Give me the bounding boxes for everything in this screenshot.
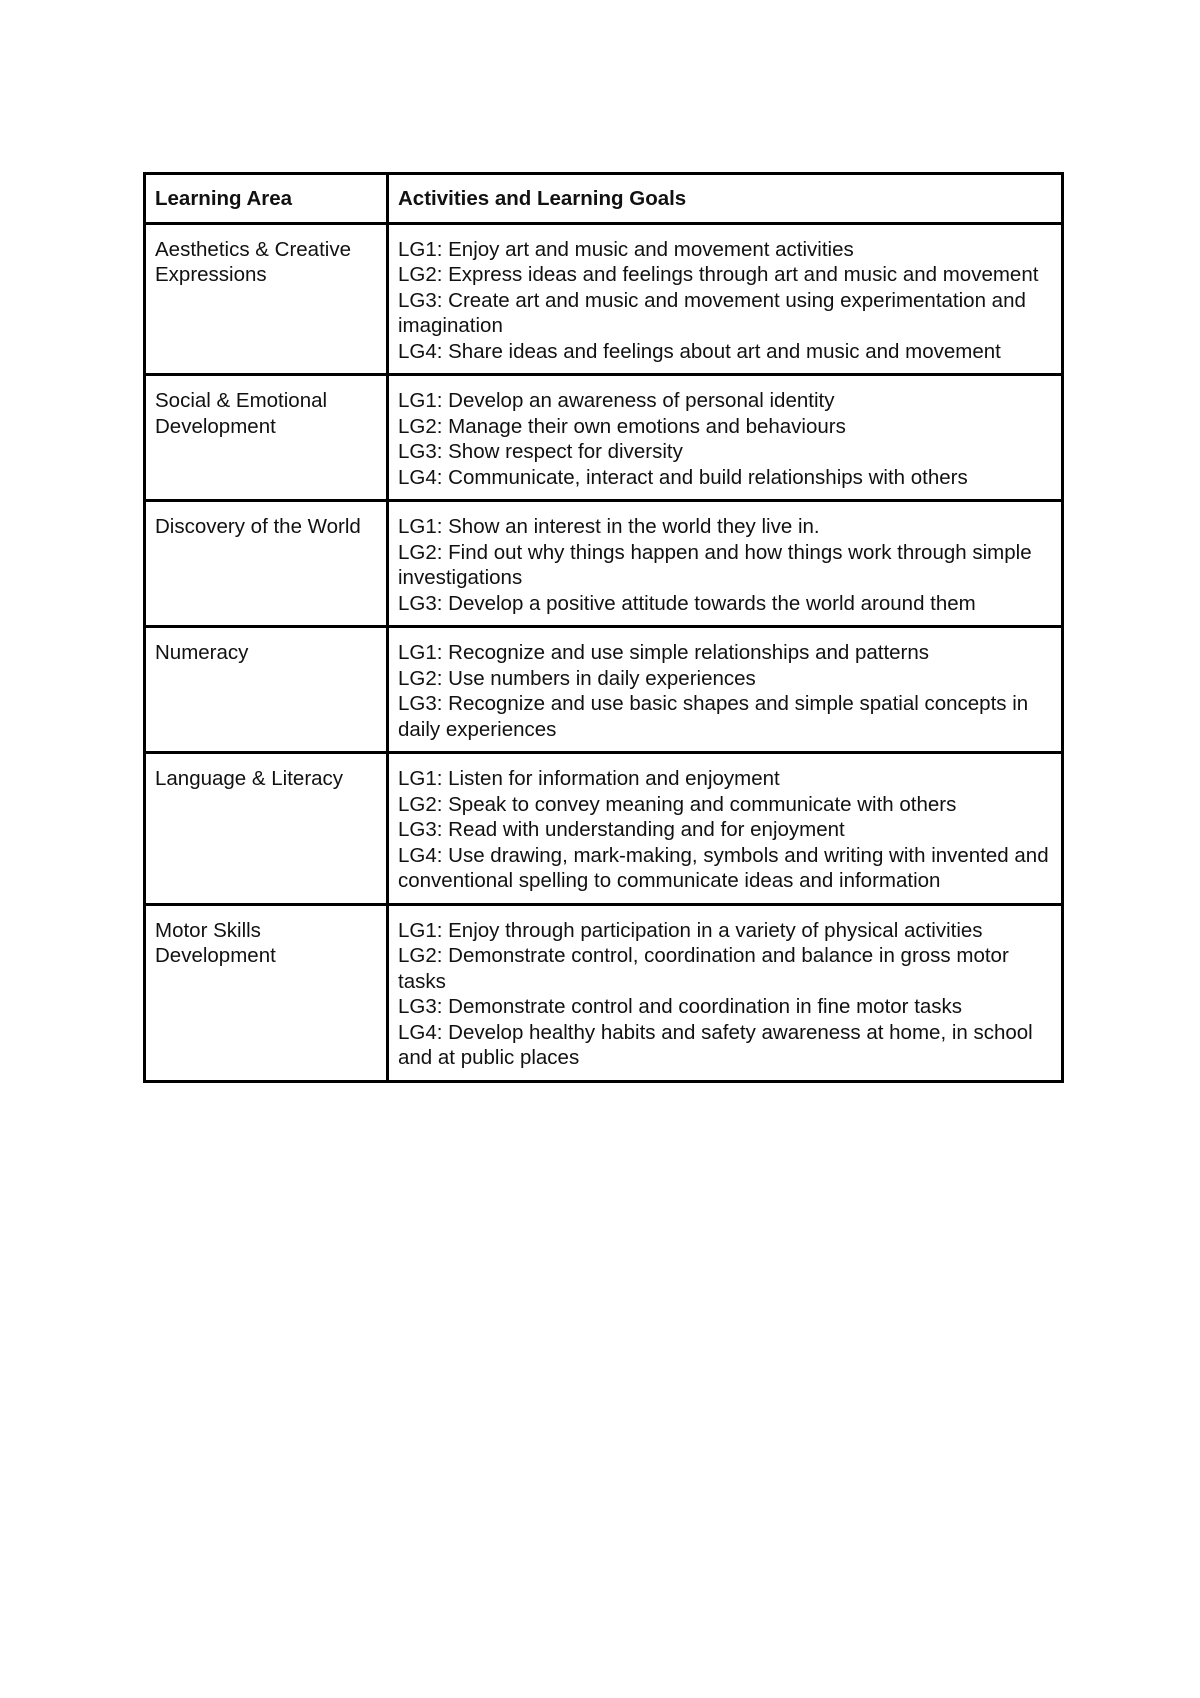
goal-item: LG1: Enjoy through participation in a variety of physical activities — [398, 918, 983, 942]
goal-item: LG3: Develop a positive attitude towards the world around them — [398, 591, 976, 615]
learning-area-cell: Social & Emotional Development — [145, 375, 388, 501]
goal-item: LG3: Demonstrate control and coordination in fine motor tasks — [398, 995, 963, 1018]
header-activities-goals: Activities and Learning Goals — [388, 174, 1063, 224]
goal-item: LG2: Express ideas and feelings through art and music and movement — [398, 263, 1039, 286]
goals-cell — [388, 375, 1063, 501]
header-learning-area: Learning Area — [145, 174, 388, 224]
goal-item: and at public places — [398, 1046, 580, 1069]
learning-area-cell: Numeracy — [145, 627, 388, 753]
goal-item: LG2: Find out why things happen and how things work through simple investigations — [398, 540, 1032, 589]
learning-area-cell: Language & Literacy — [145, 753, 388, 905]
goal-item: LG1: Develop an awareness of personal identity — [398, 389, 835, 412]
goals-cell — [388, 627, 1063, 753]
learning-area-cell: Motor Skills Development — [145, 904, 388, 1081]
goal-item: LG4: Develop healthy habits and safety awareness at home, in school — [398, 1020, 1033, 1044]
table-row — [145, 904, 1063, 1081]
table-header-row — [145, 174, 1063, 224]
goal-item: LG4: Communicate, interact and build relationships with others — [398, 465, 968, 489]
learning-area-cell: Discovery of the World — [145, 501, 388, 627]
goal-item: LG2: Demonstrate control, coordination and balance in gross motor tasks — [398, 944, 1009, 993]
table-row — [145, 627, 1063, 753]
table-row — [145, 223, 1063, 375]
table-row — [145, 753, 1063, 905]
learning-area-cell: Aesthetics & Creative Expressions — [145, 223, 388, 375]
goals-cell — [388, 904, 1063, 1081]
goal-item: LG2: Use numbers in daily experiences — [398, 666, 756, 690]
goal-item: LG1: Enjoy art and music and movement activities — [398, 237, 854, 261]
learning-goals-table — [143, 172, 1064, 1083]
goal-item: LG3: Read with understanding and for enjoyment — [398, 818, 845, 841]
goal-item: LG1: Show an interest in the world they live in. — [398, 515, 820, 538]
table-row — [145, 375, 1063, 501]
goals-cell — [388, 753, 1063, 905]
table-row — [145, 501, 1063, 627]
goal-item: LG3: Recognize and use basic shapes and simple spatial concepts in daily experiences — [398, 692, 1029, 741]
goals-cell — [388, 501, 1063, 627]
goal-item: LG3: Show respect for diversity — [398, 440, 683, 463]
goal-item: LG4: Share ideas and feelings about art and music and movement — [398, 339, 1001, 363]
goal-item: LG1: Recognize and use simple relationships and patterns — [398, 641, 930, 664]
goal-item: LG4: Use drawing, mark-making, symbols and writing with invented and conventional spelling to communicate ideas and information — [398, 843, 1049, 892]
goals-cell — [388, 223, 1063, 375]
goal-item: LG1: Listen for information and enjoyment — [398, 767, 780, 790]
goal-item: LG2: Manage their own emotions and behaviours — [398, 414, 846, 438]
goal-item: LG3: Create art and music and movement using experimentation and imagination — [398, 288, 1026, 337]
goal-item: LG2: Speak to convey meaning and communicate with others — [398, 792, 957, 816]
